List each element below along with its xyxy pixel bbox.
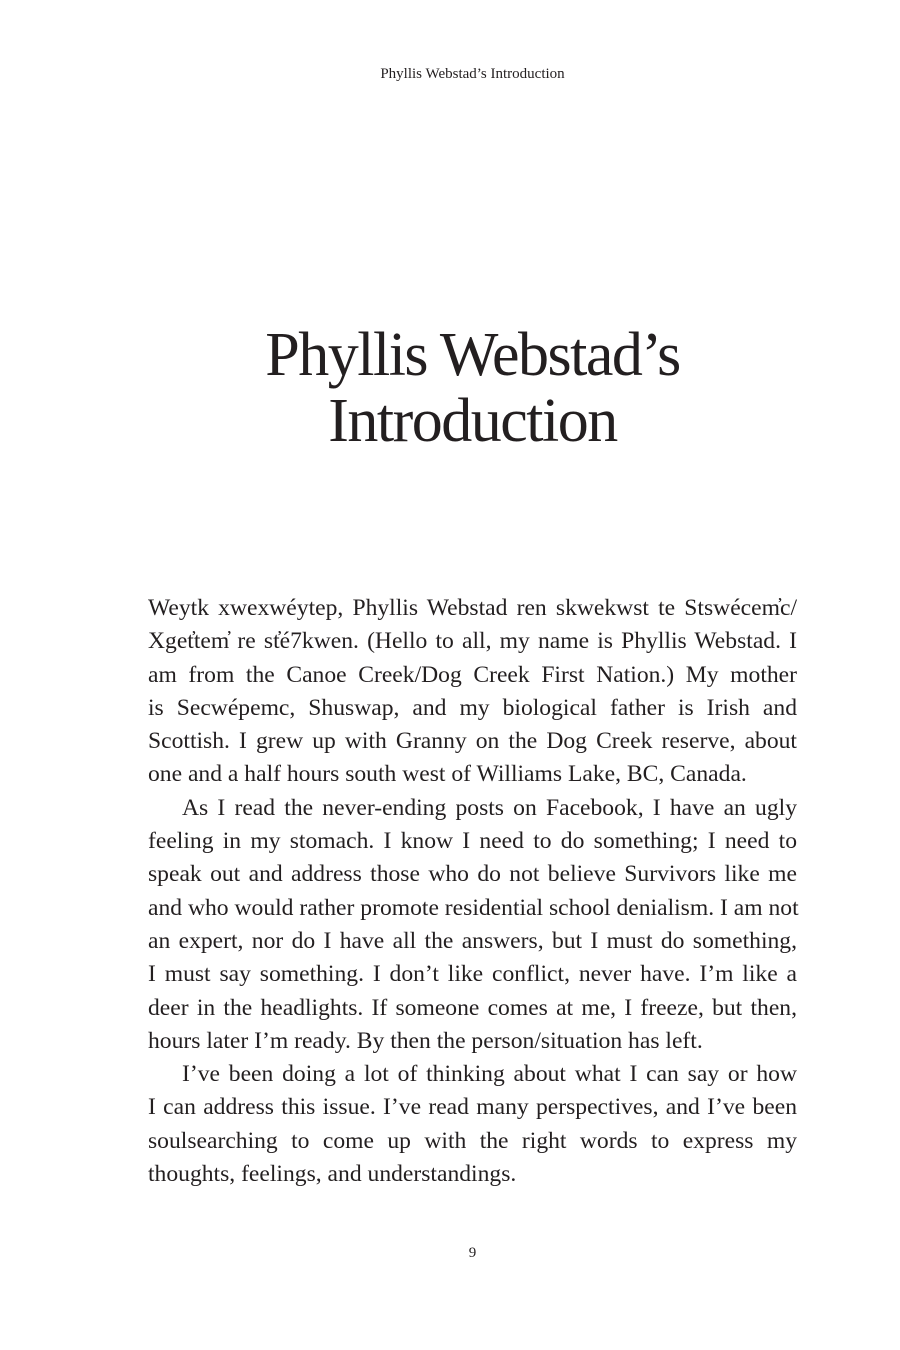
body-text [148, 592, 797, 1191]
text-line: I’ve been doing a lot of thinking about what I can say or how [182, 1061, 797, 1088]
text-line: Weytk xwexwéytep, Phyllis Webstad ren skwekwst te Stswécem̓c/ [148, 595, 797, 621]
paragraph [148, 1058, 797, 1191]
text-line: soulsearching to come up with the right words to express my [148, 1127, 797, 1154]
running-head: Phyllis Webstad’s Introduction [380, 66, 565, 82]
text-line: feeling in my stomach. I know I need to do something; I need to [148, 828, 797, 855]
paragraph [148, 792, 797, 1058]
chapter-title-line: Phyllis Webstad’s [265, 321, 680, 389]
chapter-title [0, 322, 900, 454]
text-line: deer in the headlights. If someone comes at me, I freeze, but then, [148, 994, 797, 1021]
text-line: I can address this issue. I’ve read many perspectives, and I’ve been [148, 1094, 797, 1121]
text-line: an expert, nor do I have all the answers, but I must do something, [148, 927, 797, 954]
paragraph [148, 592, 797, 792]
text-line: am from the Canoe Creek/Dog Creek First Nation.) My mother [148, 661, 797, 688]
text-line: As I read the never-ending posts on Facebook, I have an ugly [182, 794, 797, 821]
text-line: Scottish. I grew up with Granny on the Dog Creek reserve, about [148, 728, 797, 755]
page-number: 9 [468, 1245, 477, 1261]
text-line: is Secwépemc, Shuswap, and my biological father is Irish and [148, 694, 797, 721]
text-line: speak out and address those who do not believe Survivors like me [148, 861, 797, 888]
text-line: and who would rather promote residential school denialism. I am not [148, 894, 799, 921]
text-line: one and a half hours south west of Williams Lake, BC, Canada. [148, 761, 747, 788]
text-line: I must say something. I don’t like conflict, never have. I’m like a [148, 961, 797, 988]
text-line: thoughts, feelings, and understandings. [148, 1161, 517, 1188]
text-line: Xget̓tem̓ re st̓é7kwen. (Hello to all, my name is Phyllis Webstad. I [148, 628, 797, 655]
text-line: hours later I’m ready. By then the person/situation has left. [148, 1027, 703, 1054]
chapter-title-line: Introduction [328, 387, 617, 455]
